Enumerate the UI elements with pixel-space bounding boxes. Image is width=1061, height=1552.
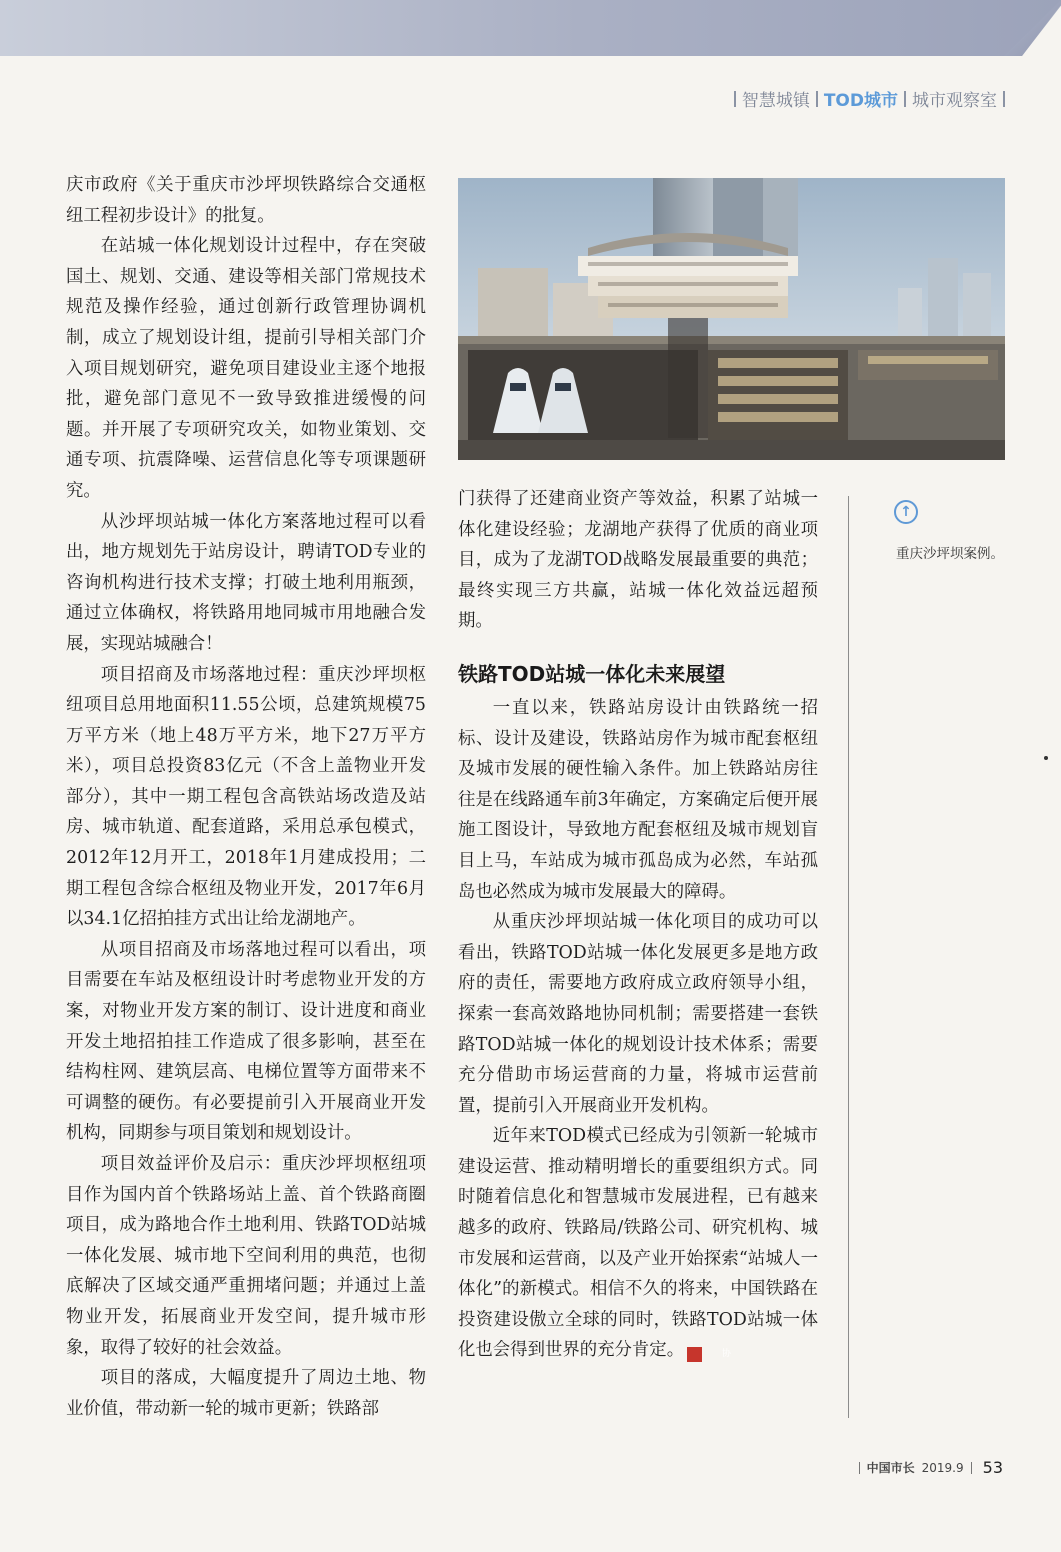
paragraph: 项目的落成，大幅度提升了周边土地、物业价值，带动新一轮的城市更新；铁路部 [66,1368,426,1419]
figure-caption: 重庆沙坪坝案例。 [896,546,1004,562]
nav-section-tod-city: TOD城市 [823,91,898,111]
paragraph: 从沙坪坝站城一体化方案落地过程可以看出，地方规划先于站房设计，聘请TOD专业的咨询机构进行技术支撑；打破土地利用瓶颈，通过立体确权，将铁路用地同城市用地融合发展，实现站城融合！ [66,511,426,654]
print-speck [1044,756,1048,760]
paragraph: 从项目招商及市场落地过程可以看出，项目需要在车站及枢纽设计时考虑物业开发的方案，对物业开发方案的制订、设计进度和商业开发土地招拍挂工作造成了很多影响，甚至在结构柱网、建筑层高、电梯位置等方面带来不可调整的硬伤。有必要提前引入开展商业开发机构，同期参与项目策划和规划设计。 [66,939,426,1144]
end-mark-icon: 协 [687,1347,702,1362]
nav-divider [816,91,818,107]
page-footer [859,1458,1003,1477]
paragraph: 项目招商及市场落地过程：重庆沙坪坝枢纽项目总用地面积11.55公顷，总建筑规模75万平方米（地上48万平方米，地下27万平方米），项目总投资83亿元（不含上盖物业开发部分），其中一期工程包含高铁站场改造及站房、城市轨道、配套道路，采用总承包模式，2012年12月开工，2018年1月建成投用；二期工程包含综合枢纽及物业开发，2017年6月以34.1亿招拍挂方式出让给龙湖地产。 [66,664,426,930]
paragraph [458,1121,818,1366]
section-nav [734,86,1005,111]
paragraph: 一直以来，铁路站房设计由铁路统一招标、设计及建设，铁路站房作为城市配套枢纽及城市发展的硬性输入条件。加上铁路站房往往是在线路通车前3年确定，方案确定后便开展施工图设计，导致地方配套枢纽及城市规划盲目上马，车站成为城市孤岛成为必然，车站孤岛也必然成为城市发展最大的障碍。 [458,697,818,902]
section-heading: 铁路TOD站城一体化未来展望 [458,661,726,686]
nav-divider [904,91,906,107]
header-band [0,0,1061,56]
nav-divider [734,91,736,107]
paragraph: 庆市政府《关于重庆市沙坪坝铁路综合交通枢纽工程初步设计》的批复。 [66,175,426,226]
page-number: 53 [982,1458,1003,1477]
right-column [458,484,818,1366]
paragraph: 在站城一体化规划设计过程中，存在突破国土、规划、交通、建设等相关部门常规技术规范及操作经验，通过创新行政管理协调机制，成立了规划设计组，提前引导相关部门介入项目规划研究，避免项目建设业主逐个地报批，避免部门意见不一致导致推进缓慢的问题。并开展了专项研究攻关，如物业策划、交通专项、抗震降噪、运营信息化等专项课题研究。 [66,236,426,501]
paragraph: 门获得了还建商业资产等效益，积累了站城一体化建设经验；龙湖地产获得了优质的商业项目，成为了龙湖TOD战略发展最重要的典范；最终实现三方共赢，站城一体化效益远超预期。 [458,489,818,632]
footer-divider [859,1462,860,1474]
paragraph-text: 近年来TOD模式已经成为引领新一轮城市建设运营、推动精明增长的重要组织方式。同时随着信息化和智慧城市发展进程，已有越来越多的政府、铁路局/铁路公司、研究机构、城市发展和运营商，以及产业开始探索“站城人一体化”的新模式。相信不久的将来，中国铁路在投资建设傲立全球的同时，铁路TOD站城一体化也会得到世界的充分肯定。 [458,1126,818,1361]
nav-section-smart-town: 智慧城镇 [741,91,810,111]
caption-divider [848,496,849,1418]
nav-section-city-observatory: 城市观察室 [912,91,997,111]
station-rendering-image [458,178,1005,460]
magazine-name: 中国市长 [866,1461,915,1475]
footer-divider [971,1462,972,1474]
paragraph: 从重庆沙坪坝站城一体化项目的成功可以看出，铁路TOD站城一体化发展更多是地方政府的责任，需要地方政府成立政府领导小组，探索一套高效路地协同机制；需要搭建一套铁路TOD站城一体化的规划设计技术体系；需要充分借助市场运营商的力量，将城市运营前置，提前引入开展商业开发机构。 [458,912,818,1116]
arrow-up-circle-icon: ↑ [894,500,918,524]
paragraph: 项目效益评价及启示：重庆沙坪坝枢纽项目作为国内首个铁路场站上盖、首个铁路商圈项目，成为路地合作土地利用、铁路TOD站城一体化发展、城市地下空间利用的典范，也彻底解决了区域交通严重拥堵问题；并通过上盖物业开发，拓展商业开发空间，提升城市形象，取得了较好的社会效益。 [66,1154,426,1358]
nav-divider [1003,91,1005,107]
issue-date: 2019.9 [921,1460,964,1475]
left-column [66,170,426,1424]
